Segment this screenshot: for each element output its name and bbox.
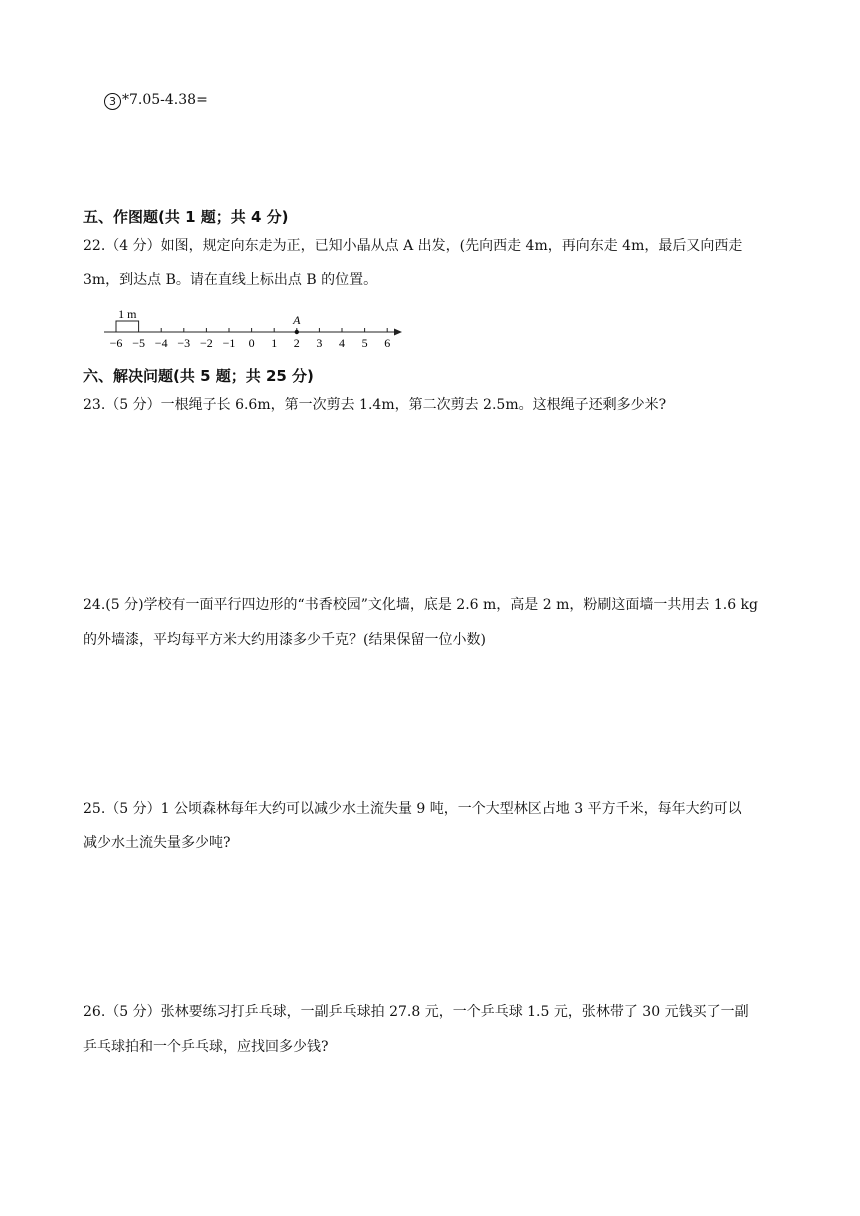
unit-length-bracket <box>116 321 139 328</box>
question-24-line-1: 24.(5 分)学校有一面平行四边形的“书香校园”文化墙，底是 2.6 m，高是 2 m，粉刷这面墙一共用去 1.6 kg <box>83 597 758 613</box>
number-line-tick-label: 4 <box>339 336 345 350</box>
calculation-item-3 <box>104 90 208 110</box>
number-line-tick-labels <box>110 336 391 350</box>
question-26-line-2: 乒乓球拍和一个乒乓球，应找回多少钱? <box>83 1039 329 1055</box>
question-24-line-2: 的外墙漆，平均每平方米大约用漆多少千克？(结果保留一位小数) <box>83 632 486 648</box>
number-line-tick-label: 2 <box>293 336 300 350</box>
number-line-tick-label: −5 <box>132 336 145 350</box>
circled-number-3: 3 <box>104 93 121 110</box>
number-line-tick-label: −2 <box>200 336 213 350</box>
section-six-heading: 六、解决问题(共 5 题；共 25 分) <box>83 367 314 385</box>
number-line-tick-label: 3 <box>316 336 323 350</box>
number-line-tick-label: 5 <box>361 336 368 350</box>
section-five-heading: 五、作图题(共 1 题；共 4 分) <box>83 208 289 226</box>
point-a-marker <box>295 330 299 334</box>
question-26-line-1: 26.（5 分）张林要练习打乒乓球，一副乒乓球拍 27.8 元，一个乒乓球 1.5 元，张林带了 30 元钱买了一副 <box>83 1004 749 1020</box>
number-line-tick-label: −1 <box>222 336 236 350</box>
number-line-tick-label: −4 <box>154 336 168 350</box>
unit-length-label: 1 m <box>118 307 137 321</box>
number-line-figure <box>100 304 410 352</box>
number-line-tick-label: 6 <box>384 336 391 350</box>
number-line-ticks <box>116 328 387 332</box>
question-23-text: 23.（5 分）一根绳子长 6.6m，第一次剪去 1.4m，第二次剪去 2.5m。这根绳子还剩多少米? <box>83 397 667 413</box>
question-22-line-2: 3m，到达点 B。请在直线上标出点 B 的位置。 <box>83 272 378 288</box>
number-line-tick-label: −3 <box>177 336 191 350</box>
number-line-tick-label: −6 <box>109 336 123 350</box>
point-a-label: A <box>293 313 301 327</box>
number-line-tick-label: 1 <box>271 336 278 350</box>
question-22-line-1: 22.（4 分）如图，规定向东走为正，已知小晶从点 A 出发，(先向西走 4m，再向东走 4m，最后又向西走 <box>83 238 743 254</box>
question-25-line-2: 减少水土流失量多少吨? <box>83 835 231 851</box>
axis-arrow-icon <box>394 329 402 336</box>
calculation-expression: *7.05-4.38= <box>122 92 208 108</box>
number-line-tick-label: 0 <box>248 336 255 350</box>
question-25-line-1: 25.（5 分）1 公顷森林每年大约可以减少水土流失量 9 吨，一个大型林区占地 3 平方千米，每年大约可以 <box>83 801 742 817</box>
